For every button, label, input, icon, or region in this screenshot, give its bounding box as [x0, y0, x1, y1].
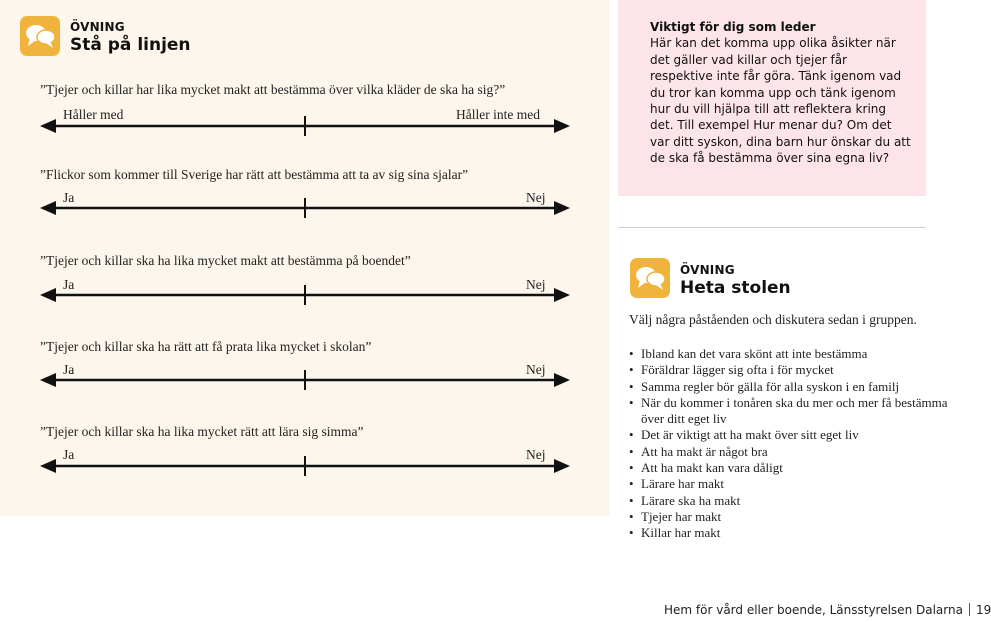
scale-right-label: Nej	[526, 447, 546, 462]
list-item: • Lärare har makt	[629, 476, 949, 492]
opinion-scale-line	[40, 198, 570, 218]
list-item: • Tjejer har makt	[629, 509, 949, 525]
opinion-scale-line	[40, 370, 570, 390]
list-item: • Samma regler bör gälla för alla syskon i en familj	[629, 379, 949, 395]
exercise-title: Stå på linjen	[70, 35, 191, 55]
list-item: • Lärare ska ha makt	[629, 493, 949, 509]
scale-left-label: Ja	[63, 447, 75, 462]
opinion-scale-line	[40, 116, 570, 136]
list-item: • Att ha makt kan vara dåligt	[629, 460, 949, 476]
opinion-scale-line	[40, 285, 570, 305]
speech-bubbles-icon	[20, 16, 60, 56]
statement-text: ”Tjejer och killar ska ha lika mycket rätt att lära sig simma”	[40, 424, 364, 439]
scale-left-label: Ja	[63, 277, 75, 292]
leader-info-heading: Viktigt för dig som leder	[650, 20, 816, 34]
statement-text: ”Tjejer och killar ska ha lika mycket makt att bestämma på boendet”	[40, 253, 411, 268]
scale-right-label: Nej	[526, 277, 546, 292]
statement-list	[629, 346, 949, 542]
list-item: • Killar har makt	[629, 525, 949, 541]
footer-source: Hem för vård eller boende, Länsstyrelsen Dalarna	[664, 603, 963, 617]
exercise-kicker: ÖVNING	[680, 263, 735, 277]
exercise-intro: Välj några påståenden och diskutera sedan i gruppen.	[629, 312, 917, 327]
scale-right-label: Nej	[526, 362, 546, 377]
page-number: 19	[975, 603, 991, 617]
list-item: • Föräldrar lägger sig ofta i för mycket	[629, 362, 949, 378]
leader-info-text	[650, 19, 912, 167]
scale-left-label: Håller med	[63, 107, 124, 122]
opinion-scale-line	[40, 456, 570, 476]
statement-text: ”Tjejer och killar har lika mycket makt att bestämma över vilka kläder de ska ha sig?”	[40, 82, 506, 97]
statement-text: ”Flickor som kommer till Sverige har rätt att bestämma att ta av sig sina sjalar”	[40, 167, 469, 182]
footer-separator	[969, 603, 970, 616]
list-item: • Att ha makt är något bra	[629, 444, 949, 460]
scale-left-label: Ja	[63, 362, 75, 377]
list-item: • Ibland kan det vara skönt att inte bestämma	[629, 346, 949, 362]
list-item: • Det är viktigt att ha makt över sitt eget liv	[629, 427, 949, 443]
list-item: • När du kommer i tonåren ska du mer och mer få bestämma över ditt eget liv	[629, 395, 949, 428]
exercise-title: Heta stolen	[680, 278, 791, 298]
leader-info-body: Här kan det komma upp olika åsikter när det gäller vad killar och tjejer får respektive inte får göra. Tänk igenom vad du tror kan komma upp och tänk igenom hur du vill hjälpa till att reflektera kring det. Till exempel Hur menar du? Om det var ditt syskon, dina barn hur önskar du att de ska få bestämma över sina egna liv?	[650, 36, 911, 166]
scale-right-label: Nej	[526, 190, 546, 205]
statement-text: ”Tjejer och killar ska ha rätt att få prata lika mycket i skolan”	[40, 339, 372, 354]
speech-bubbles-icon	[630, 258, 670, 298]
divider	[618, 227, 926, 228]
scale-left-label: Ja	[63, 190, 75, 205]
page-footer	[664, 603, 991, 617]
scale-right-label: Håller inte med	[456, 107, 540, 122]
exercise-kicker: ÖVNING	[70, 20, 125, 34]
